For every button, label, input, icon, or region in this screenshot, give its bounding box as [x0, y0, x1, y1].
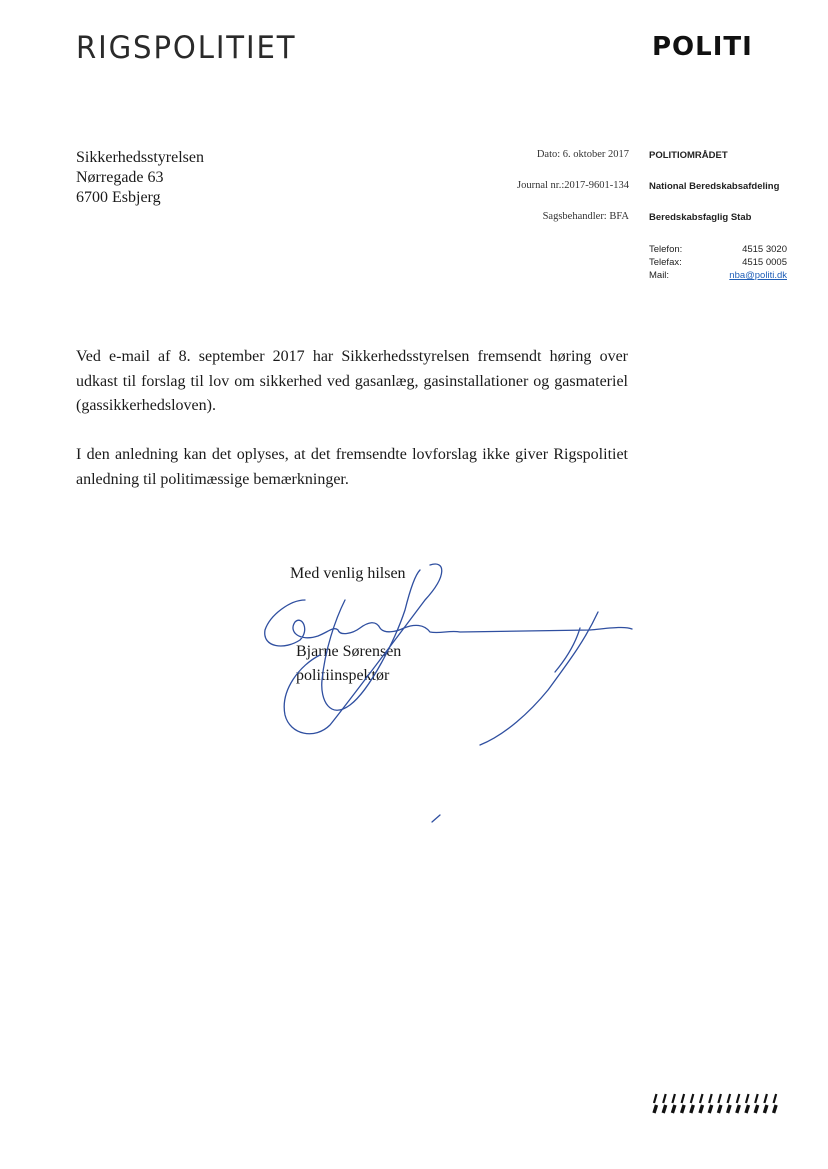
brand-wordmark: RIGSPOLITIET — [76, 30, 297, 66]
body-paragraph-1: Ved e-mail af 8. september 2017 har Sikkerhedsstyrelsen fremsendt høring over udkast til forslag til lov om sikkerhed ved gasanlæg, gasinstallationer og gasmateriel (gassikkerhedsloven). — [76, 348, 628, 414]
sender-area: POLITIOMRÅDET — [649, 150, 728, 161]
recipient-name: Sikkerhedsstyrelsen — [76, 149, 204, 166]
journal-number: Journal nr.:2017-9601-134 — [517, 180, 629, 191]
letter-date: Dato: 6. oktober 2017 — [536, 149, 629, 160]
barcode-stripes — [651, 1093, 783, 1115]
sender-unit: Beredskabsfaglig Stab — [649, 212, 752, 223]
mail-link[interactable]: nba@politi.dk — [729, 270, 787, 281]
body-paragraph-2: I den anledning kan det oplyses, at det fremsendte lovforslag ikke giver Rigspolitiet anledning til politimæssige bemærkninger. — [76, 446, 628, 488]
phone-value: 4515 3020 — [742, 244, 787, 255]
fax-label: Telefax: — [649, 257, 682, 268]
signer-title: politiinspektør — [296, 667, 390, 684]
politi-logo: POLITI — [652, 32, 753, 62]
case-handler: Sagsbehandler: BFA — [542, 211, 629, 222]
signer-name: Bjarne Sørensen — [296, 643, 402, 660]
recipient-street: Nørregade 63 — [76, 169, 164, 186]
mail-label: Mail: — [649, 270, 670, 281]
closing-greeting: Med venlig hilsen — [290, 565, 406, 582]
phone-label: Telefon: — [649, 244, 683, 255]
recipient-city: 6700 Esbjerg — [76, 189, 161, 206]
fax-value: 4515 0005 — [742, 257, 787, 268]
sender-department: National Beredskabsafdeling — [649, 181, 780, 192]
